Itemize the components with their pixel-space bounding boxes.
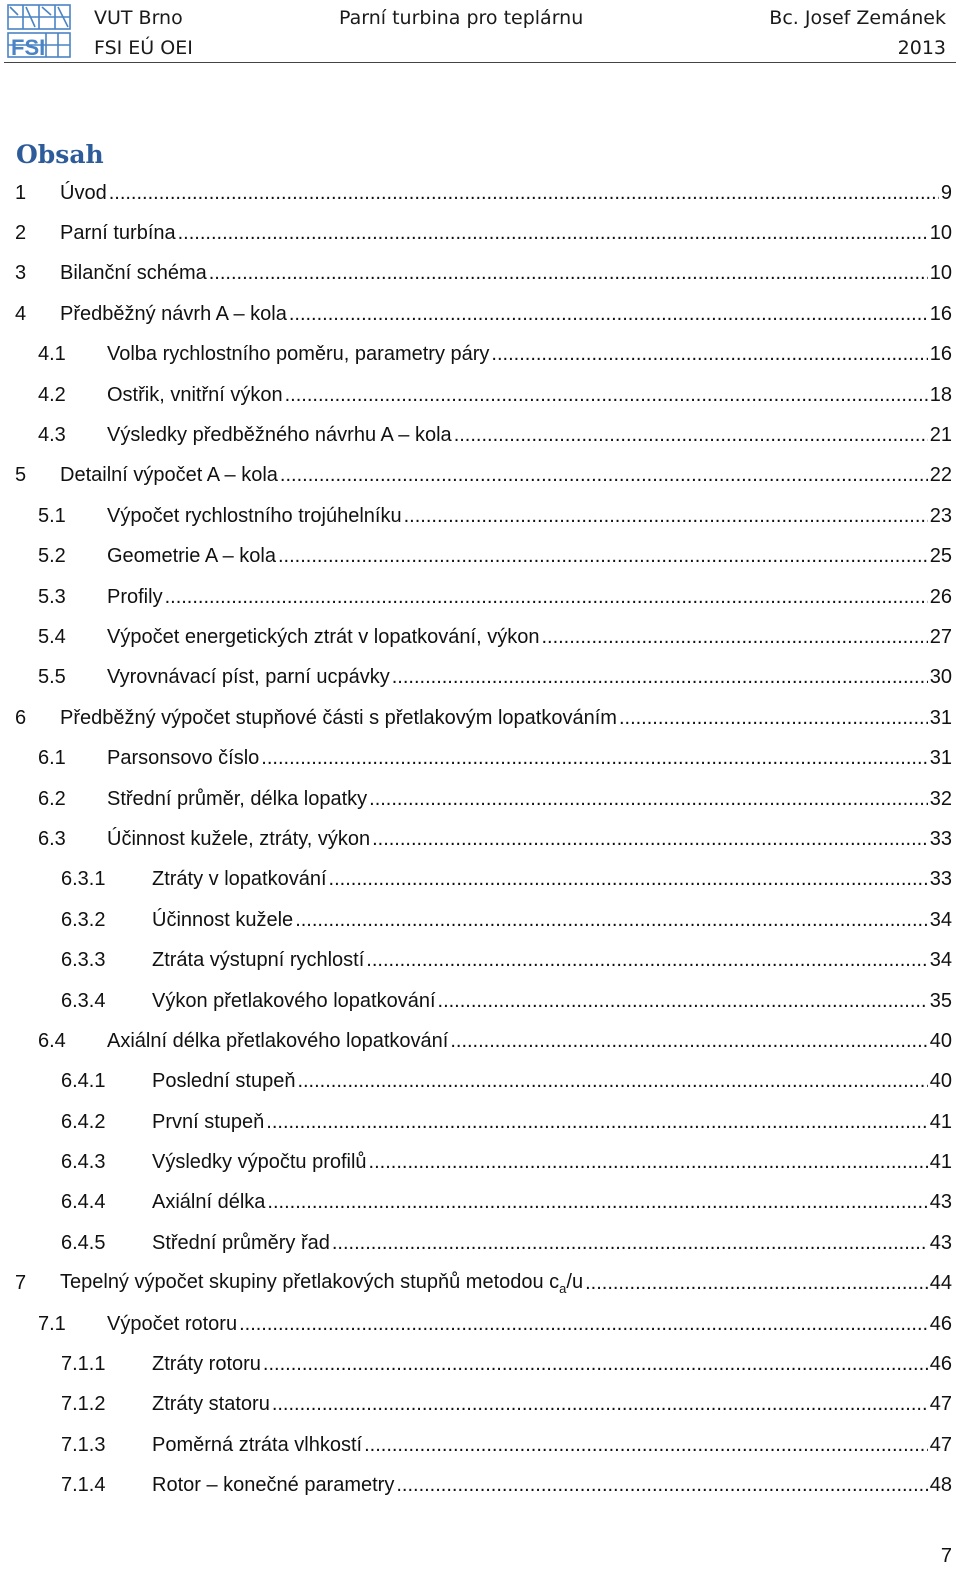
toc-leader-dots [404, 505, 928, 528]
toc-leader-dots [263, 1353, 928, 1376]
author-name: Bc. Josef Zemánek [769, 7, 946, 29]
toc-entry-page: 47 [929, 1393, 952, 1416]
toc-leader-dots [267, 1191, 927, 1214]
toc-entry[interactable] [0, 617, 960, 657]
toc-entry-title [152, 949, 364, 972]
toc-leader-dots [619, 707, 928, 730]
toc-entry-number: 6.2 [38, 787, 66, 810]
toc-entry-title [107, 788, 367, 811]
toc-entry-title [107, 666, 390, 689]
toc-entry-title [152, 1393, 270, 1416]
toc-entry-title-main: Rotor – konečné parametry [152, 1474, 395, 1497]
toc-entry-title-main: Parní turbína [60, 222, 176, 245]
toc-entry-number: 4.1 [38, 343, 66, 366]
toc-entry[interactable] [0, 981, 960, 1021]
document-title: Parní turbina pro teplárnu [339, 7, 584, 29]
toc-leader-dots [285, 384, 928, 407]
toc-entry-title [152, 868, 327, 891]
toc-entry[interactable] [0, 1183, 960, 1223]
toc-leader-dots [585, 1272, 928, 1295]
toc-entry-number: 7.1.4 [61, 1474, 106, 1497]
toc-entry[interactable] [0, 1102, 960, 1142]
toc-entry[interactable] [0, 496, 960, 536]
toc-entry[interactable] [0, 173, 960, 213]
toc-leader-dots [541, 626, 927, 649]
toc-entry-number: 1 [15, 181, 27, 204]
toc-entry-page: 22 [929, 464, 952, 487]
toc-entry[interactable] [0, 1344, 960, 1384]
toc-entry-number: 7.1 [38, 1312, 66, 1335]
toc-entry-page: 44 [929, 1272, 952, 1295]
toc-entry-number: 5.1 [38, 504, 66, 527]
toc-entry-page: 9 [940, 181, 952, 204]
toc-leader-dots [261, 747, 927, 770]
toc-entry-page: 43 [929, 1191, 952, 1214]
toc-entry-number: 5 [15, 464, 27, 487]
toc-entry-number: 6.3.4 [61, 989, 106, 1012]
toc-entry-title-main: Detailní výpočet A – kola [60, 464, 278, 487]
toc-entry[interactable] [0, 1021, 960, 1061]
toc-entry[interactable] [0, 1062, 960, 1102]
toc-entry-title-main: Ostřik, vnitřní výkon [107, 383, 283, 406]
toc-entry-title-tail: /u [566, 1271, 584, 1294]
year: 2013 [897, 37, 946, 59]
toc-entry-title [60, 303, 287, 326]
toc-entry-title-main: Výsledky předběžného návrhu A – kola [107, 424, 452, 447]
toc-entry-number: 6.4 [38, 1029, 66, 1052]
toc-leader-dots [450, 1030, 927, 1053]
toc-leader-dots [396, 1474, 927, 1497]
toc-entry-title [107, 1313, 237, 1336]
toc-entry-title-main: Výkon přetlakového lopatkování [152, 989, 436, 1012]
toc-entry-title-main: Výpočet energetických ztrát v lopatkování, výkon [107, 625, 540, 648]
toc-entry-page: 48 [929, 1474, 952, 1497]
toc-entry-page: 16 [929, 302, 952, 325]
toc-entry-page: 31 [929, 747, 952, 770]
toc-entry-title-main: Předběžný návrh A – kola [60, 302, 287, 325]
toc-entry-number: 4.2 [38, 383, 66, 406]
toc-entry-title [60, 1271, 583, 1296]
toc-leader-dots [278, 545, 928, 568]
toc-heading: Obsah [16, 140, 104, 169]
toc-entry-title-main: Ztráty rotoru [152, 1353, 261, 1376]
toc-entry-page: 47 [929, 1433, 952, 1456]
toc-leader-dots [109, 182, 939, 205]
toc-entry-title [152, 1070, 295, 1093]
toc-entry-page: 41 [929, 1110, 952, 1133]
toc-entry-title-main: Poslední stupeň [152, 1070, 296, 1093]
toc-entry-title-main: Střední průměr, délka lopatky [107, 787, 368, 810]
toc-entry-number: 5.3 [38, 585, 66, 608]
toc-entry[interactable] [0, 577, 960, 617]
toc-entry-page: 26 [929, 585, 952, 608]
toc-entry-title [60, 182, 107, 205]
toc-entry-page: 40 [929, 1029, 952, 1052]
toc-entry-title-subscript: a [559, 1281, 567, 1297]
toc-entry-title-main: Ztráty statoru [152, 1393, 270, 1416]
toc-entry-number: 4.3 [38, 424, 66, 447]
toc-entry-page: 33 [929, 868, 952, 891]
toc-entry-number: 6.3.2 [61, 908, 106, 931]
toc-entry[interactable] [0, 658, 960, 698]
toc-entry-title-main: Geometrie A – kola [107, 545, 276, 568]
toc-leader-dots [329, 868, 928, 891]
toc-entry-number: 7 [15, 1272, 27, 1295]
toc-entry-number: 6.3 [38, 827, 66, 850]
toc-entry-number: 6.4.4 [61, 1191, 106, 1214]
toc-entry[interactable] [0, 940, 960, 980]
toc-entry-number: 6.3.3 [61, 949, 106, 972]
toc-entry[interactable] [0, 213, 960, 253]
logo-text: FSI [11, 35, 46, 59]
toc-entry-page: 16 [929, 343, 952, 366]
toc-entry-number: 6.4.2 [61, 1110, 106, 1133]
toc-leader-dots [178, 222, 928, 245]
toc-entry-title [107, 384, 283, 407]
toc-entry-page: 10 [929, 262, 952, 285]
toc-entry-title-main: Ztráta výstupní rychlostí [152, 949, 365, 972]
toc-entry-title-main: Výpočet rychlostního trojúhelníku [107, 504, 402, 527]
toc-leader-dots [289, 303, 928, 326]
toc-entry-title [152, 1474, 394, 1497]
toc-leader-dots [364, 1434, 928, 1457]
toc-leader-dots [165, 586, 928, 609]
toc-entry-number: 7.1.1 [61, 1353, 106, 1376]
toc-entry-title [152, 1434, 362, 1457]
toc-entry-title [107, 545, 276, 568]
toc-entry-page: 46 [929, 1353, 952, 1376]
toc-entry-page: 43 [929, 1231, 952, 1254]
toc-entry[interactable] [0, 456, 960, 496]
toc-entry-title-main: Ztráty v lopatkování [152, 868, 327, 891]
toc-leader-dots [438, 990, 928, 1013]
toc-entry-title-main: Volba rychlostního poměru, parametry páry [107, 343, 490, 366]
institution-line1: VUT Brno [94, 7, 183, 29]
toc-entry-page: 32 [929, 787, 952, 810]
toc-entry-title-main: Parsonsovo číslo [107, 747, 260, 770]
toc-leader-dots [295, 909, 928, 932]
toc-leader-dots [454, 424, 928, 447]
toc-entry[interactable] [0, 537, 960, 577]
toc-entry[interactable] [0, 335, 960, 375]
toc-entry[interactable] [0, 294, 960, 334]
toc-leader-dots [209, 262, 928, 285]
toc-entry-page: 35 [929, 989, 952, 1012]
toc-entry-page: 33 [929, 827, 952, 850]
toc-entry-title [60, 262, 207, 285]
toc-entry[interactable] [0, 1223, 960, 1263]
toc-entry-page: 18 [929, 383, 952, 406]
toc-entry-title-main: Účinnost kužele [152, 908, 294, 931]
toc-entry-title [60, 707, 617, 730]
toc-entry-page: 21 [929, 424, 952, 447]
toc-entry[interactable] [0, 1466, 960, 1506]
toc-entry-title [107, 747, 259, 770]
toc-entry-page: 10 [929, 222, 952, 245]
table-of-contents [0, 173, 960, 1506]
toc-leader-dots [239, 1313, 928, 1336]
toc-entry[interactable] [0, 1264, 960, 1304]
toc-entry-title [107, 828, 370, 851]
toc-entry-number: 5.2 [38, 545, 66, 568]
toc-entry-page: 41 [929, 1151, 952, 1174]
toc-entry-number: 2 [15, 222, 27, 245]
toc-entry-page: 46 [929, 1312, 952, 1335]
toc-entry[interactable] [0, 254, 960, 294]
toc-entry-title-main: Poměrná ztráta vlhkostí [152, 1433, 363, 1456]
toc-entry-number: 6.3.1 [61, 868, 106, 891]
toc-leader-dots [372, 828, 928, 851]
toc-entry-page: 34 [929, 908, 952, 931]
toc-entry-title [152, 1232, 330, 1255]
vut-fsi-logo-icon [6, 3, 72, 59]
toc-entry[interactable] [0, 1142, 960, 1182]
toc-entry-title [152, 1353, 261, 1376]
toc-leader-dots [280, 464, 928, 487]
toc-leader-dots [366, 949, 927, 972]
page-number: 7 [940, 1545, 952, 1567]
toc-entry-title [60, 464, 278, 487]
toc-entry[interactable] [0, 375, 960, 415]
toc-entry-title [152, 990, 436, 1013]
toc-entry[interactable] [0, 738, 960, 778]
toc-entry-page: 30 [929, 666, 952, 689]
page-header [0, 0, 960, 64]
toc-entry[interactable] [0, 779, 960, 819]
toc-entry[interactable] [0, 415, 960, 455]
toc-entry-title-main: Úvod [60, 181, 107, 204]
toc-entry-number: 7.1.2 [61, 1393, 106, 1416]
toc-leader-dots [272, 1393, 928, 1416]
toc-entry-page: 31 [929, 706, 952, 729]
toc-entry[interactable] [0, 819, 960, 859]
toc-leader-dots [332, 1232, 928, 1255]
toc-leader-dots [266, 1111, 927, 1134]
toc-entry-title [107, 626, 539, 649]
toc-entry-page: 34 [929, 949, 952, 972]
toc-leader-dots [369, 1151, 928, 1174]
toc-entry-number: 6.4.5 [61, 1231, 106, 1254]
toc-entry-title-main: Vyrovnávací píst, parní ucpávky [107, 666, 390, 689]
toc-entry-title-main: Axiální délka [152, 1191, 266, 1214]
toc-entry-title-main: Bilanční schéma [60, 262, 207, 285]
toc-entry-title [152, 1191, 265, 1214]
toc-leader-dots [369, 788, 928, 811]
toc-entry-title-main: Předběžný výpočet stupňové části s přetlakovým lopatkováním [60, 706, 617, 729]
toc-entry-title [152, 1151, 367, 1174]
toc-entry[interactable] [0, 860, 960, 900]
toc-entry-title [107, 424, 452, 447]
toc-entry-page: 27 [929, 625, 952, 648]
toc-entry-number: 4 [15, 302, 27, 325]
toc-entry-number: 3 [15, 262, 27, 285]
toc-entry-page: 40 [929, 1070, 952, 1093]
toc-entry-title [152, 909, 293, 932]
toc-entry-title-main: První stupeň [152, 1110, 265, 1133]
toc-entry-title [107, 343, 489, 366]
toc-entry-title-main: Axiální délka přetlakového lopatkování [107, 1029, 449, 1052]
toc-leader-dots [297, 1070, 927, 1093]
toc-entry-title [107, 586, 163, 609]
toc-entry-number: 5.4 [38, 625, 66, 648]
toc-entry-title-main: Střední průměry řad [152, 1231, 330, 1254]
toc-entry[interactable] [0, 1385, 960, 1425]
toc-entry-title [152, 1111, 264, 1134]
toc-entry-title [60, 222, 176, 245]
toc-entry[interactable] [0, 698, 960, 738]
toc-entry-number: 7.1.3 [61, 1433, 106, 1456]
toc-entry-number: 6.1 [38, 747, 66, 770]
toc-leader-dots [392, 666, 928, 689]
toc-entry-title [107, 505, 402, 528]
toc-entry-page: 25 [929, 545, 952, 568]
toc-entry-number: 6 [15, 706, 27, 729]
toc-entry-page: 23 [929, 504, 952, 527]
toc-entry-title-main: Profily [107, 585, 163, 608]
toc-entry[interactable] [0, 1304, 960, 1344]
toc-entry-title-main: Účinnost kužele, ztráty, výkon [107, 827, 371, 850]
institution-line2: FSI EÚ OEI [94, 37, 193, 59]
toc-entry-number: 6.4.3 [61, 1151, 106, 1174]
toc-entry-title-main: Výsledky výpočtu profilů [152, 1151, 367, 1174]
toc-entry-title [107, 1030, 448, 1053]
toc-entry-title-main: Výpočet rotoru [107, 1312, 238, 1335]
toc-entry-title-main: Tepelný výpočet skupiny přetlakových stupňů metodou c [60, 1271, 560, 1294]
toc-entry-number: 6.4.1 [61, 1070, 106, 1093]
toc-entry[interactable] [0, 1425, 960, 1465]
header-divider [4, 62, 956, 63]
toc-entry-number: 5.5 [38, 666, 66, 689]
toc-leader-dots [491, 343, 927, 366]
toc-entry[interactable] [0, 900, 960, 940]
